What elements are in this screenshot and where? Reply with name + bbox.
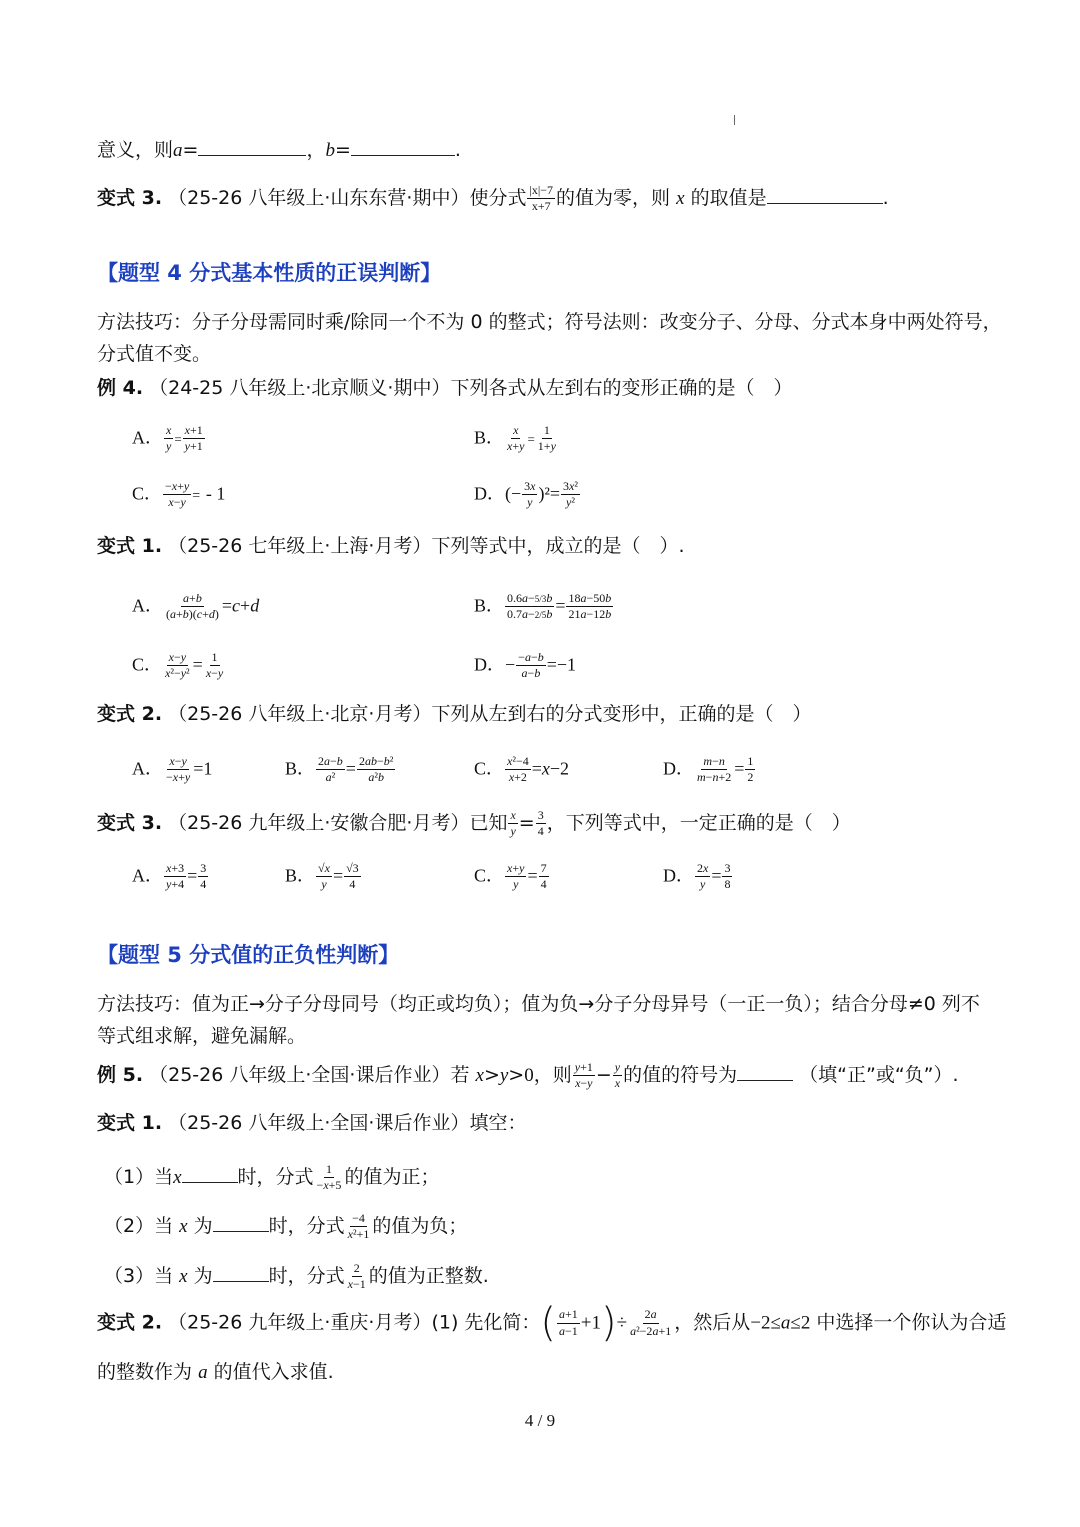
- v1-option-a: A． $\frac{a+b}{(a+b)(c+d)}$ =c+d: [132, 591, 260, 622]
- v3-option-d: D． $\frac{2x}{y}$ = $\frac{3}{8}$: [663, 861, 731, 892]
- v5-variant-2: 变式 2. （25-26 九年级上·重庆·月考）(1) 先化简：( $\frac{a+1}{a-1}$ +1)÷ $\frac{2a}{\text{a²−2a+1}}$ ，然后从−2≤a≤2 中选择一个你认为合适: [97, 1300, 1007, 1346]
- continuation-line: 意义，则a= ，b= .: [97, 139, 461, 161]
- section-heading-type5: 【题型 5 分式值的正负性判断】: [97, 943, 400, 967]
- ex4-option-d: D．(− $\frac{3x}{y}$ )²= $\frac{\text{3x²}}{\text{y²}}$: [474, 479, 578, 510]
- question-variant-3a: 变式 3. （25-26 八年级上·山东东营·期中）使分式 $\frac{|x|-7}{x+7}$ 的值为零，则 x 的取值是 .: [97, 183, 889, 214]
- v3-option-a: A． $\frac{x+3}{y+4}$ = $\frac{3}{4}$: [132, 861, 207, 892]
- v5-variant-1: 变式 1. （25-26 八年级上·全国·课后作业）填空：: [97, 1112, 527, 1134]
- v5-variant-2-cont: 的整数作为 a 的值代入求值.: [97, 1361, 334, 1383]
- method-tip-type5-cont: 等式组求解，避免漏解。: [97, 1025, 307, 1047]
- variant-1: 变式 1. （25-26 七年级上·上海·月考）下列等式中，成立的是（ ）.: [97, 535, 685, 557]
- v2-option-d: D． $\frac{m-n}{m-n+2}$ = $\frac{1}{2}$: [663, 754, 754, 785]
- v1-option-b: B． $\frac{0.6a-5/3b}{0.7a-2/5b}$ = $\frac{18a-50b}{21a-12b}$: [474, 591, 612, 622]
- margin-mark: [734, 115, 735, 125]
- section-heading-type4: 【题型 4 分式基本性质的正误判断】: [97, 261, 442, 285]
- v5-q3: （3）当 x 为 时，分式 $\frac{2}{x-1}$ 的值为正整数.: [104, 1261, 489, 1292]
- ex4-option-a: A． $\frac{x}{y}$ = $\frac{x+1}{y+1}$: [132, 423, 203, 454]
- v2-option-a: A． $\frac{x-y}{-x+y}$ =1: [132, 754, 213, 785]
- v2-option-c: C． $\frac{\text{x²−4}}{x+2}$ =x−2: [474, 754, 570, 785]
- v1-option-d: D．− $\frac{-a-b}{a-b}$ =−1: [474, 650, 577, 681]
- example-5: 例 5. （25-26 八年级上·全国·课后作业）若 x>y>0，则 $\frac{y+1}{x-y}$ − $\frac{y}{x}$ 的值的符号为 （填“正”或“负”）.: [97, 1060, 959, 1091]
- v2-option-b: B． $\frac{2a-b}{\text{a²}}$ = $\frac{\text{2ab−b²}}{\text{a²b}}$: [285, 754, 394, 785]
- v5-q2: （2）当 x 为 时，分式 $\frac{-4}{\text{x²+1}}$ 的值为负；: [104, 1211, 468, 1242]
- v1-option-c: C． $\frac{x-y}{\text{x²−y²}}$ = $\frac{1}{x-y}$: [132, 650, 224, 681]
- method-tip-type5: 方法技巧：值为正→分子分母同号（均正或均负）；值为负→分子分母异号（一正一负）；结合分母≠0 列不: [97, 993, 980, 1015]
- v5-q1: （1）当x 时，分式 $\frac{1}{-x+5}$ 的值为正；: [104, 1162, 440, 1193]
- ex4-option-b: B． $\frac{x}{x+y}$ = $\frac{1}{1+y}$: [474, 423, 556, 454]
- v3-option-b: B． $\frac{√x}{y}$ = $\frac{√3}{4}$: [285, 861, 359, 892]
- v3-option-c: C． $\frac{x+y}{y}$ = $\frac{7}{4}$: [474, 861, 547, 892]
- page-number: 4 / 9: [524, 1411, 556, 1430]
- method-tip-type4-cont: 分式值不变。: [97, 343, 212, 365]
- example-4: 例 4. （24-25 八年级上·北京顺义·期中）下列各式从左到右的变形正确的是（ ）: [97, 377, 793, 399]
- method-tip-type4: 方法技巧：分子分母需同时乘/除同一个不为 0 的整式；符号法则：改变分子、分母、分式本身中两处符号，: [97, 311, 1002, 333]
- variant-2: 变式 2. （25-26 八年级上·北京·月考）下列从左到右的分式变形中，正确的是（ ）: [97, 703, 812, 725]
- ex4-option-c: C． $\frac{-x+y}{x-y}$ = - 1: [132, 479, 226, 510]
- variant-3: 变式 3. （25-26 九年级上·安徽合肥·月考）已知 $\frac{x}{y}$ = $\frac{3}{4}$ ，下列等式中，一定正确的是（ ）: [97, 808, 851, 839]
